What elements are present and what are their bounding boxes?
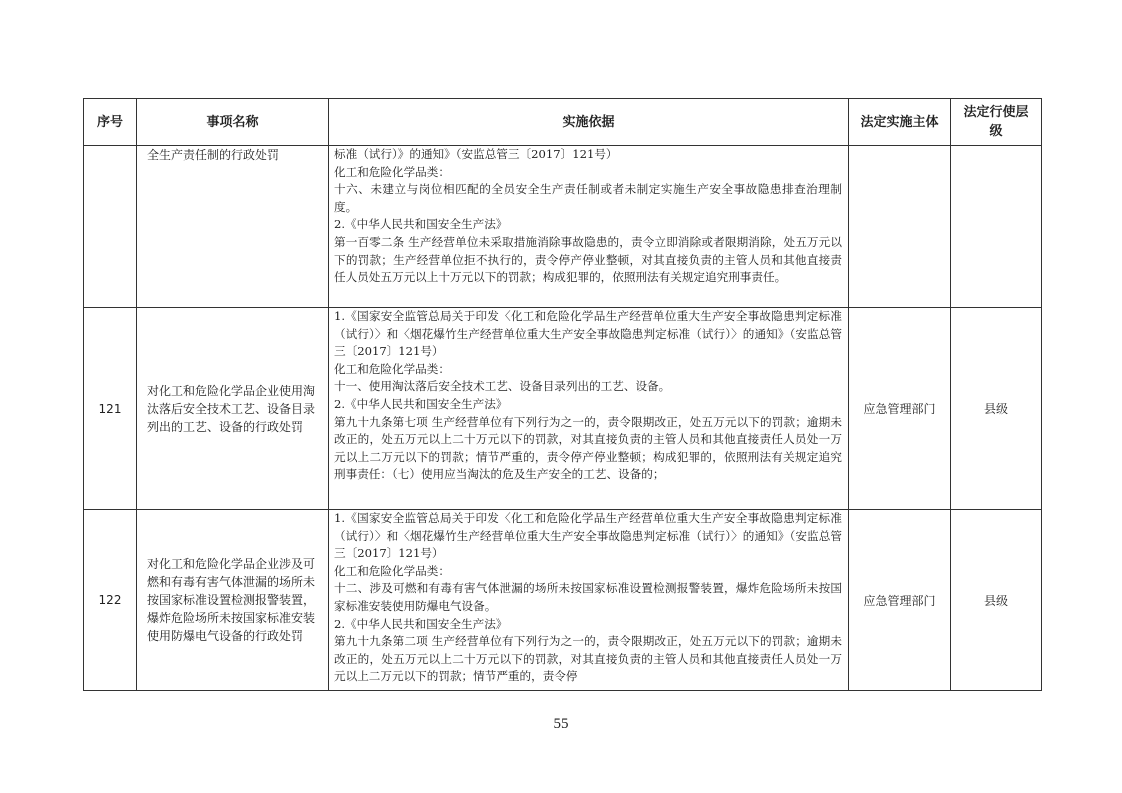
basis-line: 十六、未建立与岗位相匹配的全员安全生产责任制或者未制定实施生产安全事故隐患排查治理制度。 (334, 182, 842, 214)
basis-line: 2.《中华人民共和国安全生产法》 (334, 217, 508, 232)
row-basis-cell (329, 308, 849, 510)
row-name-cell (137, 510, 329, 691)
row-subject (849, 146, 951, 308)
row-name: 全生产责任制的行政处罚 (147, 148, 280, 162)
basis-line: 第九十九条第七项 生产经营单位有下列行为之一的，责令限期改正，处五万元以下的罚款；逾期未改正的，处五万元以上二十万元以下的罚款，对其直接负责的主管人员和其他直接责任人员处一万元以上二万元以下的罚款；情节严重的，责令停产停业整顿；构成犯罪的，依照刑法有关规定追究刑事责任：（七）使用应当淘汰的危及生产安全的工艺、设备的； (334, 414, 842, 482)
basis-line: 第一百零二条 生产经营单位未采取措施消除事故隐患的，责令立即消除或者限期消除，处五万元以下的罚款；生产经营单位拒不执行的，责令停产停业整顿，对其直接负责的主管人员和其他直接责任人员处五万元以上十万元以下的罚款；构成犯罪的，依照刑法有关规定追究刑事责任。 (334, 234, 842, 285)
basis-line: 1.《国家安全监管总局关于印发〈化工和危险化学品生产经营单位重大生产安全事故隐患判定标准（试行）〉和〈烟花爆竹生产经营单位重大生产安全事故隐患判定标准（试行）〉的通知》（安监总管三〔2017〕121号） (334, 511, 842, 561)
header-seq: 序号 (84, 99, 137, 146)
header-level-label: 法定行使层级 (963, 105, 1029, 139)
basis-line: 1.《国家安全监管总局关于印发〈化工和危险化学品生产经营单位重大生产安全事故隐患判定标准（试行）〉和〈烟花爆竹生产经营单位重大生产安全事故隐患判定标准（试行）〉的通知》（安监总管三〔2017〕121号） (334, 309, 842, 359)
row-name-cell (137, 146, 329, 308)
table-row (84, 146, 1042, 308)
header-basis: 实施依据 (329, 99, 849, 146)
row-name: 对化工和危险化学品企业涉及可燃和有毒有害气体泄漏的场所未按国家标准设置检测报警装置，爆炸危险场所未按国家标准安装使用防爆电气设备的行政处罚 (147, 557, 316, 643)
basis-line: 第九十九条第二项 生产经营单位有下列行为之一的，责令限期改正，处五万元以下的罚款；逾期未改正的，处五万元以上二十万元以下的罚款，对其直接负责的主管人员和其他直接责任人员处一万元以上二万元以下的罚款；情节严重的，责令停 (334, 634, 842, 684)
row-seq: 121 (84, 308, 137, 510)
basis-line: 标准（试行）》的通知》（安监总管三〔2017〕121号） (334, 147, 618, 161)
row-subject: 应急管理部门 (849, 510, 951, 691)
table-row (84, 308, 1042, 510)
basis-line: 十一、使用淘汰落后安全技术工艺、设备目录列出的工艺、设备。 (334, 379, 671, 394)
basis-line: 十二、涉及可燃和有毒有害气体泄漏的场所未按国家标准设置检测报警装置，爆炸危险场所未按国家标准安装使用防爆电气设备。 (334, 581, 842, 613)
header-subject: 法定实施主体 (849, 99, 951, 146)
table-row (84, 510, 1042, 691)
row-level (951, 146, 1042, 308)
page-number: 55 (553, 716, 569, 732)
row-level: 县级 (951, 308, 1042, 510)
table-header-row (84, 99, 1042, 146)
basis-line: 化工和危险化学品类： (334, 563, 450, 578)
regulation-table (83, 98, 1042, 691)
basis-line: 2.《中华人民共和国安全生产法》 (334, 616, 508, 631)
basis-line: 化工和危险化学品类： (334, 361, 450, 376)
header-level (951, 99, 1042, 146)
row-name-cell (137, 308, 329, 510)
row-seq: 122 (84, 510, 137, 691)
row-basis-cell (329, 146, 849, 308)
header-name: 事项名称 (137, 99, 329, 146)
row-seq (84, 146, 137, 308)
basis-line: 2.《中华人民共和国安全生产法》 (334, 396, 508, 411)
row-level: 县级 (951, 510, 1042, 691)
row-basis-cell (329, 510, 849, 691)
row-name: 对化工和危险化学品企业使用淘汰落后安全技术工艺、设备目录列出的工艺、设备的行政处罚 (147, 383, 316, 434)
row-subject: 应急管理部门 (849, 308, 951, 510)
basis-line: 化工和危险化学品类： (334, 164, 450, 179)
